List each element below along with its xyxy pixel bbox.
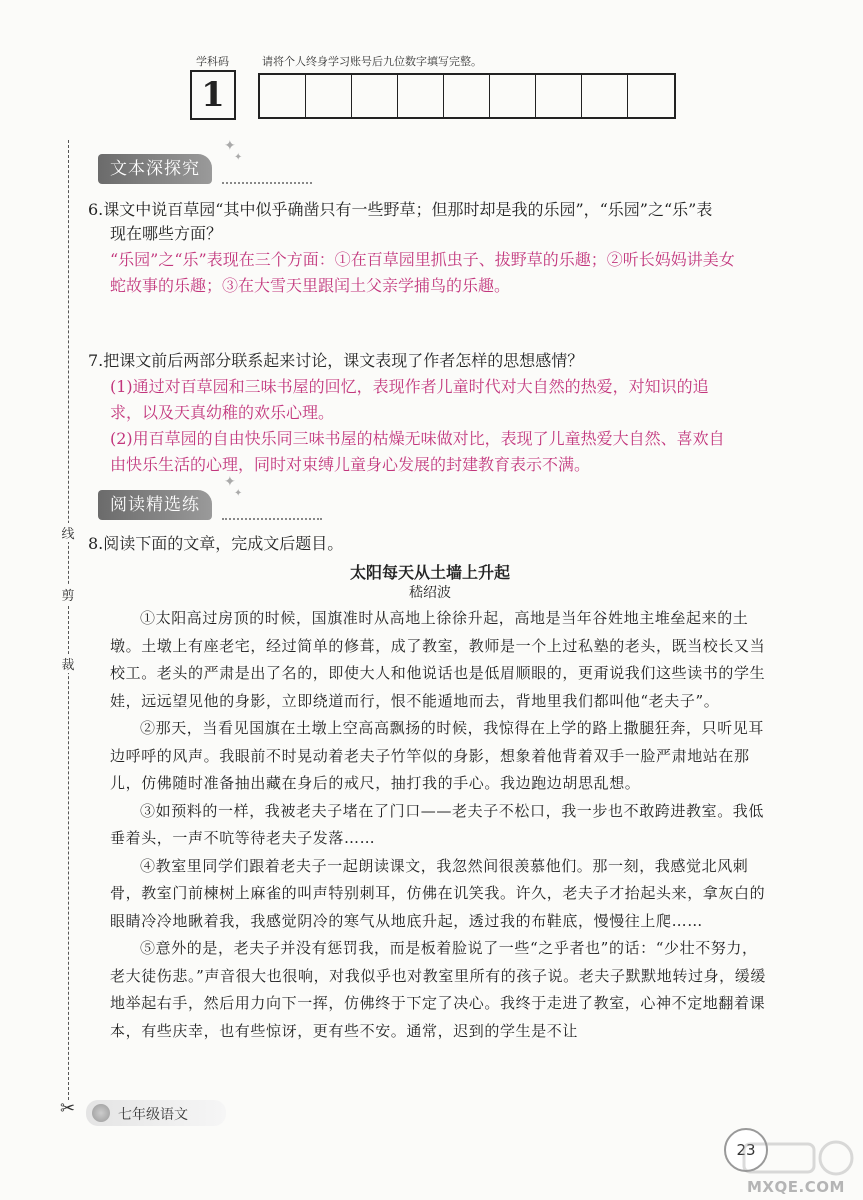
article-paragraph: ④教室里同学们跟着老夫子一起朗读课文，我忽然间很羡慕他们。那一刻，我感觉北风刺骨，教室门前楝树上麻雀的叫声特别刺耳，仿佛在讥笑我。许久，老夫子才抬起头来，拿灰白的眼睛冷冷地瞅着我，我感觉阴冷的寒气从地底升起，透过我的布鞋底，慢慢往上爬…… — [110, 856, 766, 930]
account-instruction: 请将个人终身学习账号后九位数字填写完整。 — [262, 55, 482, 68]
answer-7-line: (2)用百草园的自由快乐同三味书屋的枯燥无味做对比，表现了儿童热爱大自然、喜欢自 — [110, 429, 725, 448]
digit-cell[interactable] — [582, 75, 628, 117]
question-8: 8.阅读下面的文章，完成文后题目。 — [88, 534, 344, 553]
answer-6-line-1: “乐园”之“乐”表现在三个方面：①在百草园里抓虫子、拔野草的乐趣；②听长妈妈讲美女 — [110, 250, 735, 269]
digit-cell[interactable] — [306, 75, 352, 117]
footer-bullet-icon — [92, 1104, 110, 1122]
article-paragraph: ①太阳高过房顶的时候，国旗准时从高地上徐徐升起，高地是当年谷姓地主堆垒起来的土墩。土墩上有座老宅，经过简单的修葺，成了教室，教师是一个上过私塾的老头，既当校长又当校工。老头的严肃是出了名的，即使大人和他说话也是低眉顺眼的，更甭说我们这些读书的学生娃，远远望见他的身影，立即绕道而行，恨不能遁地而去，背地里我们都叫他“老夫子”。 — [110, 609, 766, 710]
digit-cell[interactable] — [398, 75, 444, 117]
article-paragraph: ⑤意外的是，老夫子并没有惩罚我，而是板着脸说了一些“之乎者也”的话：“少壮不努力，老大徒伤悲。”声音很大也很响，对我似乎也对教室里所有的孩子说。老夫子默默地转过身，缓缓地举起右手，然后用力向下一挥，仿佛终于下定了决心。我终于走进了教室，心神不定地翻着课本，有些庆幸，也有些惊讶，更有些不安。通常，迟到的学生是不让 — [110, 939, 766, 1040]
question-6-line-1: 6.课文中说百草园“其中似乎确凿只有一些野草；但那时却是我的乐园”，“乐园”之“乐”表 — [88, 200, 713, 219]
answer-6-line-2: 蛇故事的乐趣；③在大雪天里跟闰土父亲学捕鸟的乐趣。 — [110, 276, 511, 295]
footer-grade-subject: 七年级语文 — [118, 1107, 188, 1123]
sparkle-icon: ✦ — [224, 138, 236, 154]
answer-7-line: 求，以及天真幼稚的欢乐心理。 — [110, 403, 335, 422]
article-paragraph: ③如预料的一样，我被老夫子堵在了门口——老夫子不松口，我一步也不敢跨进教室。我低垂着头，一声不吭等待老夫子发落…… — [110, 801, 765, 847]
cut-line-char: 裁 — [58, 654, 78, 673]
answer-7-line: (1)通过对百草园和三味书屋的回忆，表现作者儿童时代对大自然的热爱，对知识的追 — [110, 377, 709, 396]
cut-line-char: 线 — [58, 523, 78, 542]
account-digit-boxes[interactable] — [258, 73, 676, 119]
question-6-line-2: 现在哪些方面？ — [110, 224, 223, 243]
sparkle-icon: ✦ — [224, 474, 236, 490]
article-title: 太阳每天从土墙上升起 — [349, 563, 510, 582]
section-banner-reading-practice: 阅读精选练 — [98, 490, 212, 520]
cut-line-char: 剪 — [58, 585, 78, 604]
answer-7-line: 由快乐生活的心理，同时对束缚儿童身心发展的封建教育表示不满。 — [110, 455, 591, 474]
digit-cell[interactable] — [628, 75, 674, 117]
digit-cell[interactable] — [352, 75, 398, 117]
article-author: 嵇绍波 — [409, 585, 451, 601]
article-body — [110, 605, 770, 1045]
digit-cell[interactable] — [444, 75, 490, 117]
subject-code-label: 学科码 — [196, 55, 229, 68]
sparkle-icon: ✦ — [234, 152, 243, 163]
article-paragraph: ②那天，当看见国旗在土墩上空高高飘扬的时候，我惊得在上学的路上撒腿狂奔，只听见耳边呼呼的风声。我眼前不时晃动着老夫子竹竿似的身影，想象着他背着双手一脸严肃地站在那儿，仿佛随时准备抽出藏在身后的戒尺，抽打我的手心。我边跑边胡思乱想。 — [110, 719, 765, 792]
watermark-text: MXQE.COM — [747, 1178, 845, 1196]
scissors-icon: ✂ — [60, 1098, 76, 1119]
banner-dotted-line — [222, 518, 322, 520]
sparkle-icon: ✦ — [234, 488, 243, 499]
page-number: 23 — [724, 1128, 768, 1172]
banner-dotted-line — [222, 182, 312, 184]
digit-cell[interactable] — [490, 75, 536, 117]
cut-line — [68, 140, 69, 1100]
digit-cell[interactable] — [536, 75, 582, 117]
subject-code-box: 1 — [190, 70, 236, 120]
section-banner-text-inquiry: 文本深探究 — [98, 154, 212, 184]
question-7: 7.把课文前后两部分联系起来讨论，课文表现了作者怎样的思想感情？ — [88, 351, 584, 370]
digit-cell[interactable] — [260, 75, 306, 117]
